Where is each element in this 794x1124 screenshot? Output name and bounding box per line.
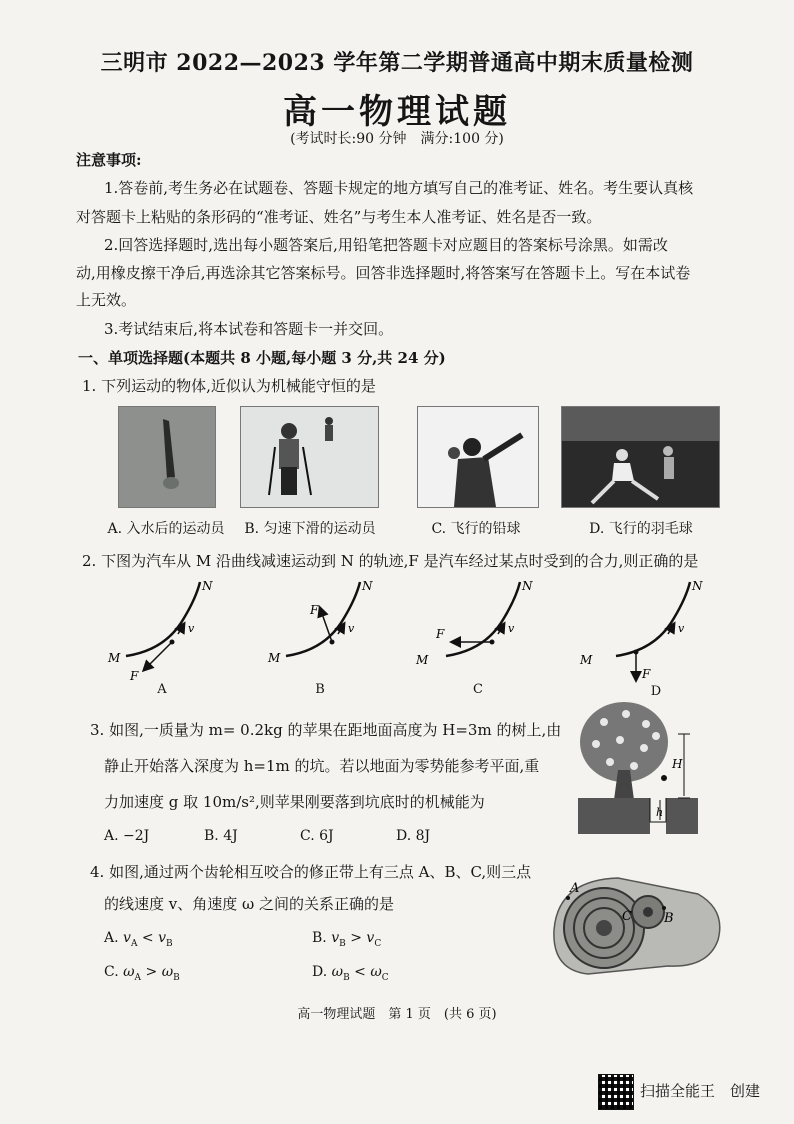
q2-option-b: B [315, 682, 325, 697]
q1-caption-a: A. 入水后的运动员 [107, 521, 225, 537]
q3-label-h: h [656, 806, 664, 819]
note-2-line-1: 2.回答选择题时,选出每小题答案后,用铅笔把答题卡对应题目的答案标号涂黑。如需改 [104, 236, 668, 254]
q1-caption-c: C. 飞行的铅球 [431, 521, 521, 537]
q2-b-label-v: v [348, 622, 355, 635]
q2-d-label-v: v [678, 622, 685, 635]
q4-label-B: B [664, 911, 674, 926]
q2-b-label-m: M [268, 651, 281, 665]
note-1-line-2: 对答题卡上粘贴的条形码的“准考证、姓名”与考生本人准考证、姓名是否一致。 [76, 208, 602, 226]
q2-diagram-b [286, 582, 360, 656]
note-1-line-1: 1.答卷前,考生务必在试题卷、答题卡规定的地方填写自己的准考证、姓名。考生要认真核 [104, 179, 694, 197]
q4-correction-tape-figure [548, 870, 730, 980]
q2-d-label-m: M [580, 653, 593, 667]
qr-code-icon [598, 1074, 634, 1110]
q3-line-3: 力加速度 g 取 10m/s²,则苹果刚要落到坑底时的机械能为 [104, 793, 485, 811]
q4-label-C: C [622, 909, 632, 924]
skier-figure [241, 407, 378, 507]
q4-line-2: 的线速度 v、角速度 ω 之间的关系正确的是 [104, 895, 395, 913]
q1-photo-diver [118, 406, 216, 508]
q4-line-1: 4. 如图,通过两个齿轮相互咬合的修正带上有三点 A、B、C,则三点 [90, 863, 532, 881]
page-footer: 高一物理试题 第 1 页 (共 6 页) [297, 1007, 497, 1022]
q2-option-c: C [473, 682, 483, 697]
subject-title: 高一物理试题 [283, 92, 511, 132]
q4-option-a: A. $v_A < v_B$ [104, 930, 173, 949]
note-3: 3.考试结束后,将本试卷和答题卡一并交回。 [104, 320, 394, 338]
q4-option-c: C. $\omega_A > \omega_B$ [104, 964, 180, 983]
shotput-figure [418, 407, 538, 507]
q3-apple-tree-figure [576, 700, 700, 836]
q3-option-b: B. 4J [204, 828, 238, 844]
q2-a-label-f: F [130, 669, 139, 683]
q1-photo-skier [240, 406, 379, 508]
exam-info: (考试时长:90 分钟 满分:100 分) [290, 131, 504, 147]
q3-option-a: A. −2J [104, 828, 150, 844]
exam-title-line: 三明市 2022—2023 学年第二学期普通高中期末质量检测 [100, 50, 694, 76]
q3-option-c: C. 6J [300, 828, 334, 844]
q2-a-label-m: M [108, 651, 121, 665]
q3-label-H: H [672, 757, 683, 771]
q3-option-d: D. 8J [396, 828, 431, 844]
section-1-heading: 一、单项选择题(本题共 8 小题,每小题 3 分,共 24 分) [78, 349, 446, 367]
q2-c-label-m: M [416, 653, 429, 667]
q2-a-label-v: v [188, 622, 195, 635]
q2-a-label-n: N [202, 579, 213, 593]
q1-stem: 1. 下列运动的物体,近似认为机械能守恒的是 [82, 377, 376, 395]
scanner-watermark: 扫描全能王 创建 [640, 1082, 761, 1100]
q2-c-label-f: F [436, 627, 445, 641]
q4-option-b: B. $v_B > v_C$ [312, 930, 382, 949]
q1-caption-b: B. 匀速下滑的运动员 [244, 521, 376, 537]
note-2-line-2: 动,用橡皮擦干净后,再选涂其它答案标号。回答非选择题时,将答案写在答题卡上。写在本试卷 [76, 264, 691, 282]
q2-b-label-n: N [362, 579, 373, 593]
q2-option-d: D [650, 684, 662, 699]
q2-c-label-n: N [522, 579, 533, 593]
q4-label-A: A [570, 881, 580, 896]
q1-caption-d: D. 飞行的羽毛球 [589, 521, 693, 537]
note-2-line-3: 上无效。 [76, 291, 137, 309]
q1-photo-shotput [417, 406, 539, 508]
q3-line-1: 3. 如图,一质量为 m= 0.2kg 的苹果在距地面高度为 H=3m 的树上,由 [90, 721, 562, 739]
q2-d-label-n: N [692, 579, 703, 593]
q2-trajectory-diagrams [96, 578, 736, 698]
q3-line-2: 静止开始落入深度为 h=1m 的坑。若以地面为零势能参考平面,重 [104, 757, 540, 775]
q2-d-label-f: F [642, 667, 651, 681]
q2-c-label-v: v [508, 622, 515, 635]
q2-option-a: A [157, 682, 167, 697]
diver-figure [119, 407, 215, 507]
q2-diagram-c [446, 582, 520, 656]
q2-stem: 2. 下图为汽车从 M 沿曲线减速运动到 N 的轨迹,F 是汽车经过某点时受到的合力,则正确的是 [82, 552, 699, 570]
q4-option-d: D. $\omega_B < \omega_C$ [312, 964, 389, 983]
badminton-figure [562, 407, 719, 507]
q1-photo-badminton [561, 406, 720, 508]
q2-b-label-f: F [310, 603, 319, 617]
notes-heading: 注意事项: [76, 151, 142, 169]
